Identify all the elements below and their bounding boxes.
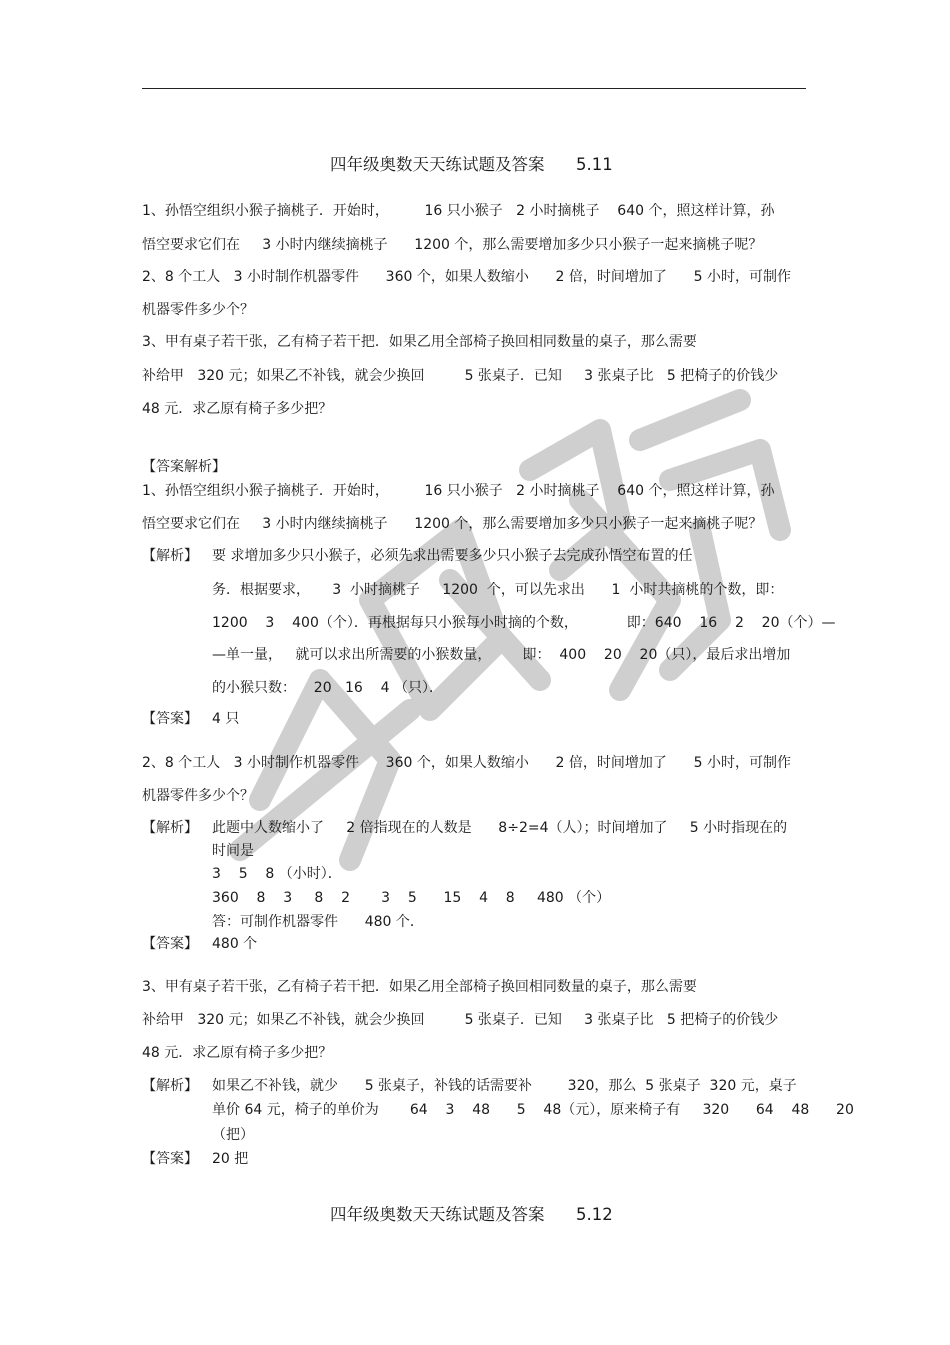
answer-3-question-line-3: 48 元．求乙原有椅子多少把？ (142, 1045, 333, 1061)
answer-2-analysis-line: 360 8 3 8 2 3 5 15 4 8 480 （个） (212, 890, 611, 906)
question-3-line-3: 48 元．求乙原有椅子多少把？ (142, 401, 333, 417)
answer-1-analysis-line: 1200 3 400（个）．再根据每只小猴每小时摘的个数， 即：640 16 2 20（个）— (212, 615, 836, 631)
answer-3-analysis-line: （把） (212, 1127, 254, 1143)
question-1-line-2: 悟空要求它们在 3 小时内继续摘桃子 1200 个，那么需要增加多少只小猴子一起来摘桃子呢？ (142, 237, 763, 253)
answer-2-question-line-2: 机器零件多少个？ (142, 788, 254, 804)
next-page-title: 四年级奥数天天练试题及答案 5.12 (330, 1205, 613, 1224)
question-2-line-2: 机器零件多少个？ (142, 302, 254, 318)
answer-1-analysis-label: 【解析】 (142, 548, 198, 564)
question-2-line-1: 2、8 个工人 3 小时制作机器零件 360 个，如果人数缩小 2 倍，时间增加了 5 小时，可制作 (142, 269, 791, 285)
answer-1-answer-label: 【答案】 (142, 711, 198, 727)
answer-2-answer: 480 个 (212, 936, 258, 952)
answer-3-question-line-1: 3、甲有桌子若干张，乙有椅子若干把．如果乙用全部椅子换回相同数量的桌子，那么需要 (142, 979, 697, 995)
answer-3-analysis-line: 如果乙不补钱，就少 5 张桌子，补钱的话需要补 320，那么 5 张桌子 320 元，桌子 (212, 1078, 797, 1094)
answer-3-analysis-line: 单价 64 元，椅子的单价为 64 3 48 5 48（元），原来椅子有 320 64 48 20 (212, 1102, 854, 1118)
answer-3-answer: 20 把 (212, 1151, 249, 1167)
answer-1-analysis-line: 要 求增加多少只小猴子，必须先求出需要多少只小猴子去完成孙悟空布置的任 (212, 548, 693, 564)
answer-1-question-line-1: 1、孙悟空组织小猴子摘桃子．开始时， 16 只小猴子 2 小时摘桃子 640 个，照这样计算，孙 (142, 483, 775, 499)
question-3-line-2: 补给甲 320 元；如果乙不补钱，就会少换回 5 张桌子．已知 3 张桌子比 5 把椅子的价钱少 (142, 368, 779, 384)
answer-2-answer-label: 【答案】 (142, 936, 198, 952)
answer-2-analysis-line: 此题中人数缩小了 2 倍指现在的人数是 8÷2=4（人）；时间增加了 5 小时指现在的 (212, 820, 788, 836)
answer-3-answer-label: 【答案】 (142, 1151, 198, 1167)
answer-2-question-line-1: 2、8 个工人 3 小时制作机器零件 360 个，如果人数缩小 2 倍，时间增加了 5 小时，可制作 (142, 755, 791, 771)
answer-2-analysis-label: 【解析】 (142, 820, 198, 836)
answer-2-analysis-line: 3 5 8 （小时）． (212, 866, 342, 882)
page-title: 四年级奥数天天练试题及答案 5.11 (330, 155, 613, 174)
answer-2-analysis-line: 答：可制作机器零件 480 个． (212, 914, 424, 930)
answer-1-answer: 4 只 (212, 711, 240, 727)
answer-1-analysis-line: 的小猴只数： 20 16 4 （只）． (212, 680, 443, 696)
header-rule (142, 88, 806, 89)
answer-1-analysis-line: —单一量， 就可以求出所需要的小猴数量， 即： 400 20 20（只），最后求出增加 (212, 647, 791, 663)
answer-1-question-line-2: 悟空要求它们在 3 小时内继续摘桃子 1200 个，那么需要增加多少只小猴子一起来摘桃子呢？ (142, 516, 763, 532)
question-3-line-1: 3、甲有桌子若干张，乙有椅子若干把．如果乙用全部椅子换回相同数量的桌子，那么需要 (142, 334, 697, 350)
answer-3-analysis-label: 【解析】 (142, 1078, 198, 1094)
answer-3-question-line-2: 补给甲 320 元；如果乙不补钱，就会少换回 5 张桌子．已知 3 张桌子比 5 把椅子的价钱少 (142, 1012, 779, 1028)
answer-section-header: 【答案解析】 (142, 459, 226, 475)
answer-1-analysis-line: 务．根据要求， 3 小时摘桃子 1200 个，可以先求出 1 小时共摘桃的个数，即： (212, 582, 784, 598)
question-1-line-1: 1、孙悟空组织小猴子摘桃子．开始时， 16 只小猴子 2 小时摘桃子 640 个，照这样计算，孙 (142, 203, 775, 219)
answer-2-analysis-line: 时间是 (212, 843, 254, 859)
